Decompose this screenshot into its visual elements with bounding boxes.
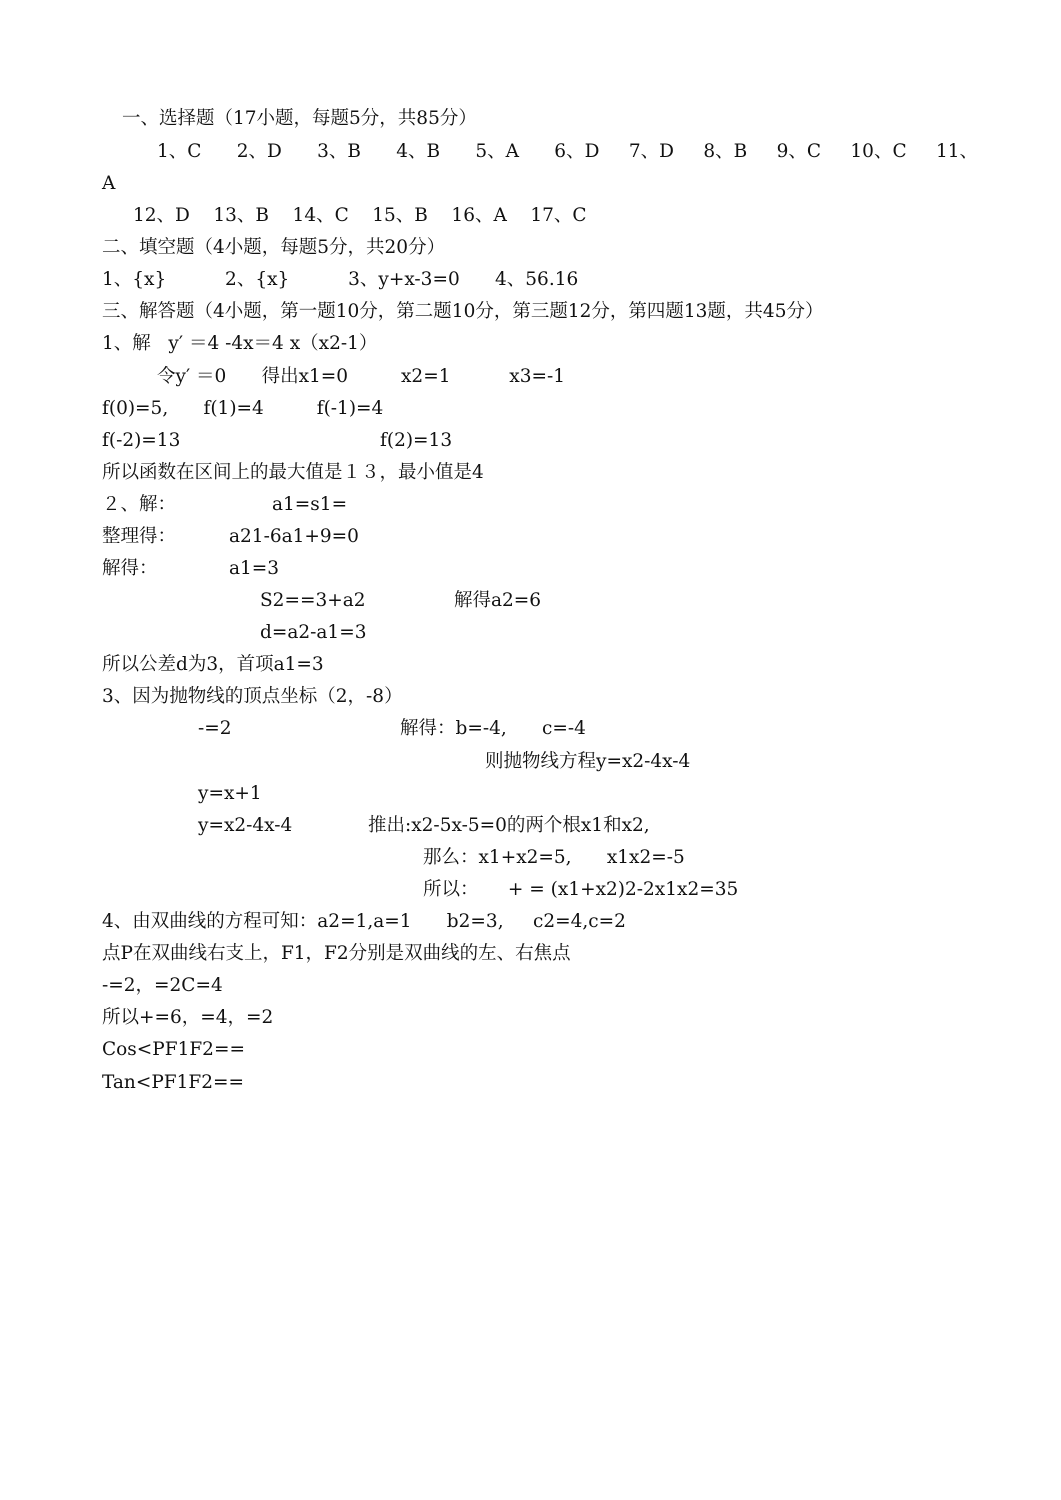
q2-line5: d=a2-a1=3	[260, 622, 367, 643]
q3-line3: 则抛物线方程y=x2-4x-4	[485, 751, 691, 772]
q2-line1a: ２、解：	[102, 494, 177, 515]
section1-heading: 一、选择题（17小题，每题5分，共85分）	[122, 108, 477, 129]
q4-line5: Cos<PF1F2==	[102, 1039, 245, 1060]
q2-line3b: a1=3	[229, 558, 280, 579]
fill-blank-answers: 1、{x} 2、{x} 3、y+x-3=0 4、56.16	[102, 269, 579, 290]
q2-line2a: 整理得：	[102, 526, 177, 547]
q1-line4a: f(-2)=13	[102, 430, 181, 451]
q2-line2b: a21-6a1+9=0	[229, 526, 359, 547]
choice-answers-row1-wrap: A	[102, 173, 116, 194]
section3-heading: 三、解答题（4小题，第一题10分，第二题10分，第三题12分，第四题13题，共45分）	[102, 301, 824, 322]
q3-line2b: 解得：b=-4, c=-4	[400, 718, 586, 739]
section2-heading: 二、填空题（4小题，每题5分，共20分）	[102, 237, 446, 258]
q1-line1: 1、解 y′ ＝4 -4x＝4 x（x2-1）	[102, 333, 378, 354]
q2-line4b: 解得a2=6	[454, 590, 542, 611]
q4-line6: Tan<PF1F2==	[102, 1072, 245, 1093]
q1-line4b: f(2)=13	[380, 430, 453, 451]
choice-answers-row2: 12、D 13、B 14、C 15、B 16、A 17、C	[133, 205, 587, 226]
q1-conclusion: 所以函数在区间上的最大值是１３，最小值是4	[102, 462, 484, 483]
q3-line5a: y=x2-4x-4	[198, 815, 293, 836]
q4-line2: 点P在双曲线右支上，F1，F2分别是双曲线的左、右焦点	[102, 943, 571, 964]
q3-line4: y=x+1	[198, 783, 262, 804]
q4-line3: -=2，=2C=4	[102, 975, 223, 996]
q2-conclusion: 所以公差d为3，首项a1=3	[102, 654, 324, 675]
q4-line1: 4、由双曲线的方程可知：a2=1,a=1 b2=3, c2=4,c=2	[102, 911, 626, 932]
q1-line2: 令y′ ＝0 得出x1=0 x2=1 x3=-1	[157, 366, 565, 387]
q2-line1b: a1=s1=	[272, 494, 348, 515]
q4-line4: 所以+=6，=4，=2	[102, 1007, 274, 1028]
q2-line3a: 解得：	[102, 558, 158, 579]
q3-line2a: -=2	[198, 718, 232, 739]
q1-line3: f(0)=5, f(1)=4 f(-1)=4	[102, 398, 384, 419]
q2-line4a: S2==3+a2	[260, 590, 366, 611]
q3-line5b: 推出:x2-5x-5=0的两个根x1和x2,	[368, 815, 650, 836]
q3-line7: 所以： + = (x1+x2)2-2x1x2=35	[423, 879, 739, 900]
choice-answers-row1: 1、C 2、D 3、B 4、B 5、A 6、D 7、D 8、B 9、C 10、C 11、	[157, 141, 979, 162]
q3-line6: 那么：x1+x2=5, x1x2=-5	[423, 847, 685, 868]
q3-line1: 3、因为抛物线的顶点坐标（2，-8）	[102, 686, 403, 707]
